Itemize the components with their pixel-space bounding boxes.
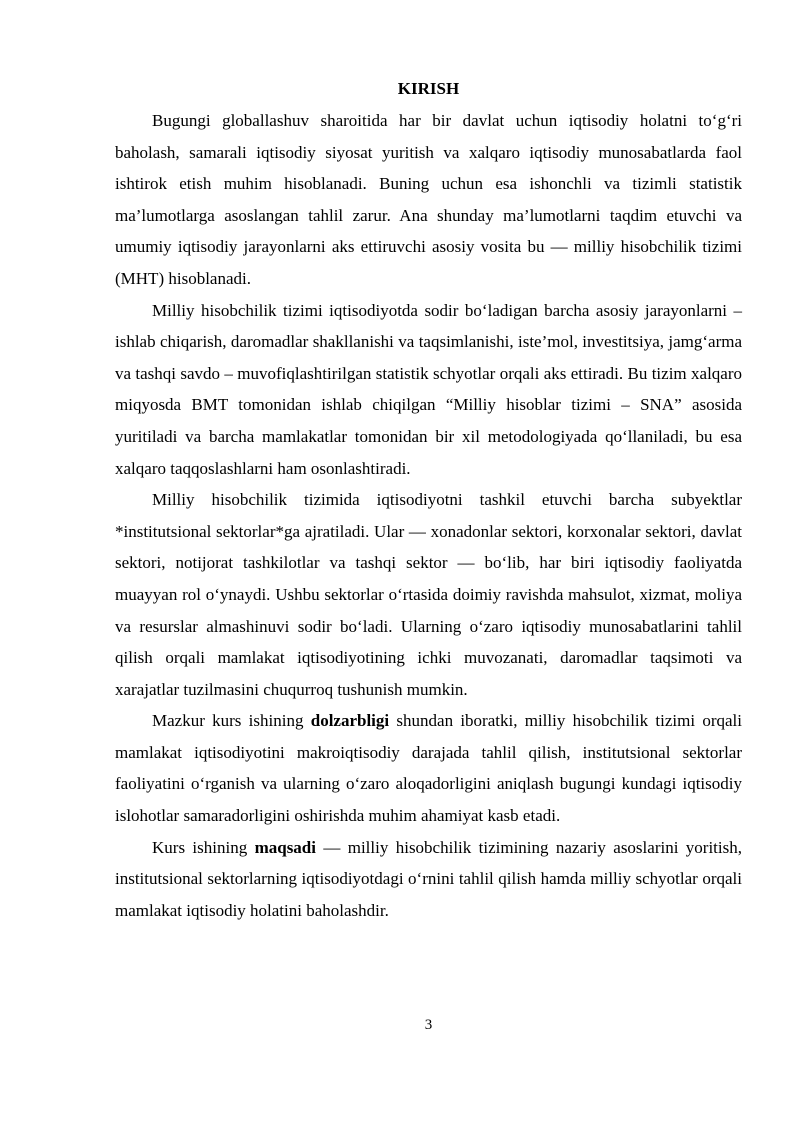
paragraph [115, 484, 742, 705]
paragraph-text: Bugungi globallashuv sharoitida har bir davlat uchun iqtisodiy holatni to‘g‘ri baholash, samarali iqtisodiy siyosat yuritish va xalqaro iqtisodiy munosabatlarda faol ishtirok etish muhim hisoblanadi. Buning uchun esa ishonchli va tizimli statistik ma’lumotlarga asoslangan tahlil zarur. Ana shunday ma’lumotlarni taqdim etuvchi va umumiy iqtisodiy jarayonlarni aks ettiruvchi asosiy vosita bu — milliy hisobchilik tizimi (MHT) hisoblanadi. [115, 111, 742, 288]
page-content [115, 75, 742, 926]
page-number: 3 [424, 1017, 433, 1033]
paragraph-text: Milliy hisobchilik tizimida iqtisodiyotni tashkil etuvchi barcha subyektlar *institutsional sektorlar*ga ajratiladi. Ular — xonadonlar sektori, korxonalar sektori, davlat sektori, notijorat tashkilotlar va tashqi sektor — bo‘lib, har biri iqtisodiy faoliyatda muayyan rol o‘ynaydi. Ushbu sektorlar o‘rtasida doimiy ravishda mahsulot, xizmat, moliya va resurslar almashinuvi sodir bo‘ladi. Ularning o‘zaro iqtisodiy munosabatlarini tahlil qilish orqali mamlakat iqtisodiyotining ichki muvozanati, daromadlar taqsimoti va xarajatlar tuzilmasini chuqurroq tushunish mumkin. [115, 490, 742, 699]
paragraph-text: shundan iboratki, milliy hisobchilik tizimi orqali mamlakat iqtisodiyotini makroiqtisodiy darajada tahlil qilish, institutsional sektorlar faoliyatini o‘rganish va ularning o‘zaro aloqadorligini aniqlash bugungi kundagi iqtisodiy islohotlar samaradorligini oshirishda muhim ahamiyat kasb etadi. [115, 711, 742, 826]
section-title: KIRISH [397, 79, 460, 98]
paragraph-text: Mazkur kurs ishining [152, 711, 311, 731]
bold-term: dolzarbligi [310, 711, 390, 731]
paragraph [115, 705, 742, 831]
paragraph-text: — milliy hisobchilik tizimining nazariy asoslarini yoritish, institutsional sektorlarning iqtisodiyotdagi o‘rnini tahlil qilish hamda milliy schyotlar orqali mamlakat iqtisodiy holatini baholashdir. [115, 837, 742, 920]
paragraph [115, 295, 742, 485]
paragraph [115, 832, 742, 927]
paragraph [115, 105, 742, 295]
paragraph-text: Milliy hisobchilik tizimi iqtisodiyotda sodir bo‘ladigan barcha asosiy jarayonlarni – ishlab chiqarish, daromadlar shakllanishi va taqsimlanishi, iste’mol, investitsiya, jamg‘arma va tashqi savdo – muvofiqlashtirilgan statistik schyotlar orqali aks ettiradi. Bu tizim xalqaro miqyosda BMT tomonidan ishlab chiqilgan “Milliy hisoblar tizimi – SNA” asosida yuritiladi va barcha mamlakatlar tomonidan bir xil metodologiyada qo‘llaniladi, bu esa xalqaro taqqoslashlarni ham osonlashtiradi. [115, 300, 742, 478]
paragraph-text: Kurs ishining [152, 837, 255, 857]
bold-term: maqsadi [254, 837, 316, 857]
